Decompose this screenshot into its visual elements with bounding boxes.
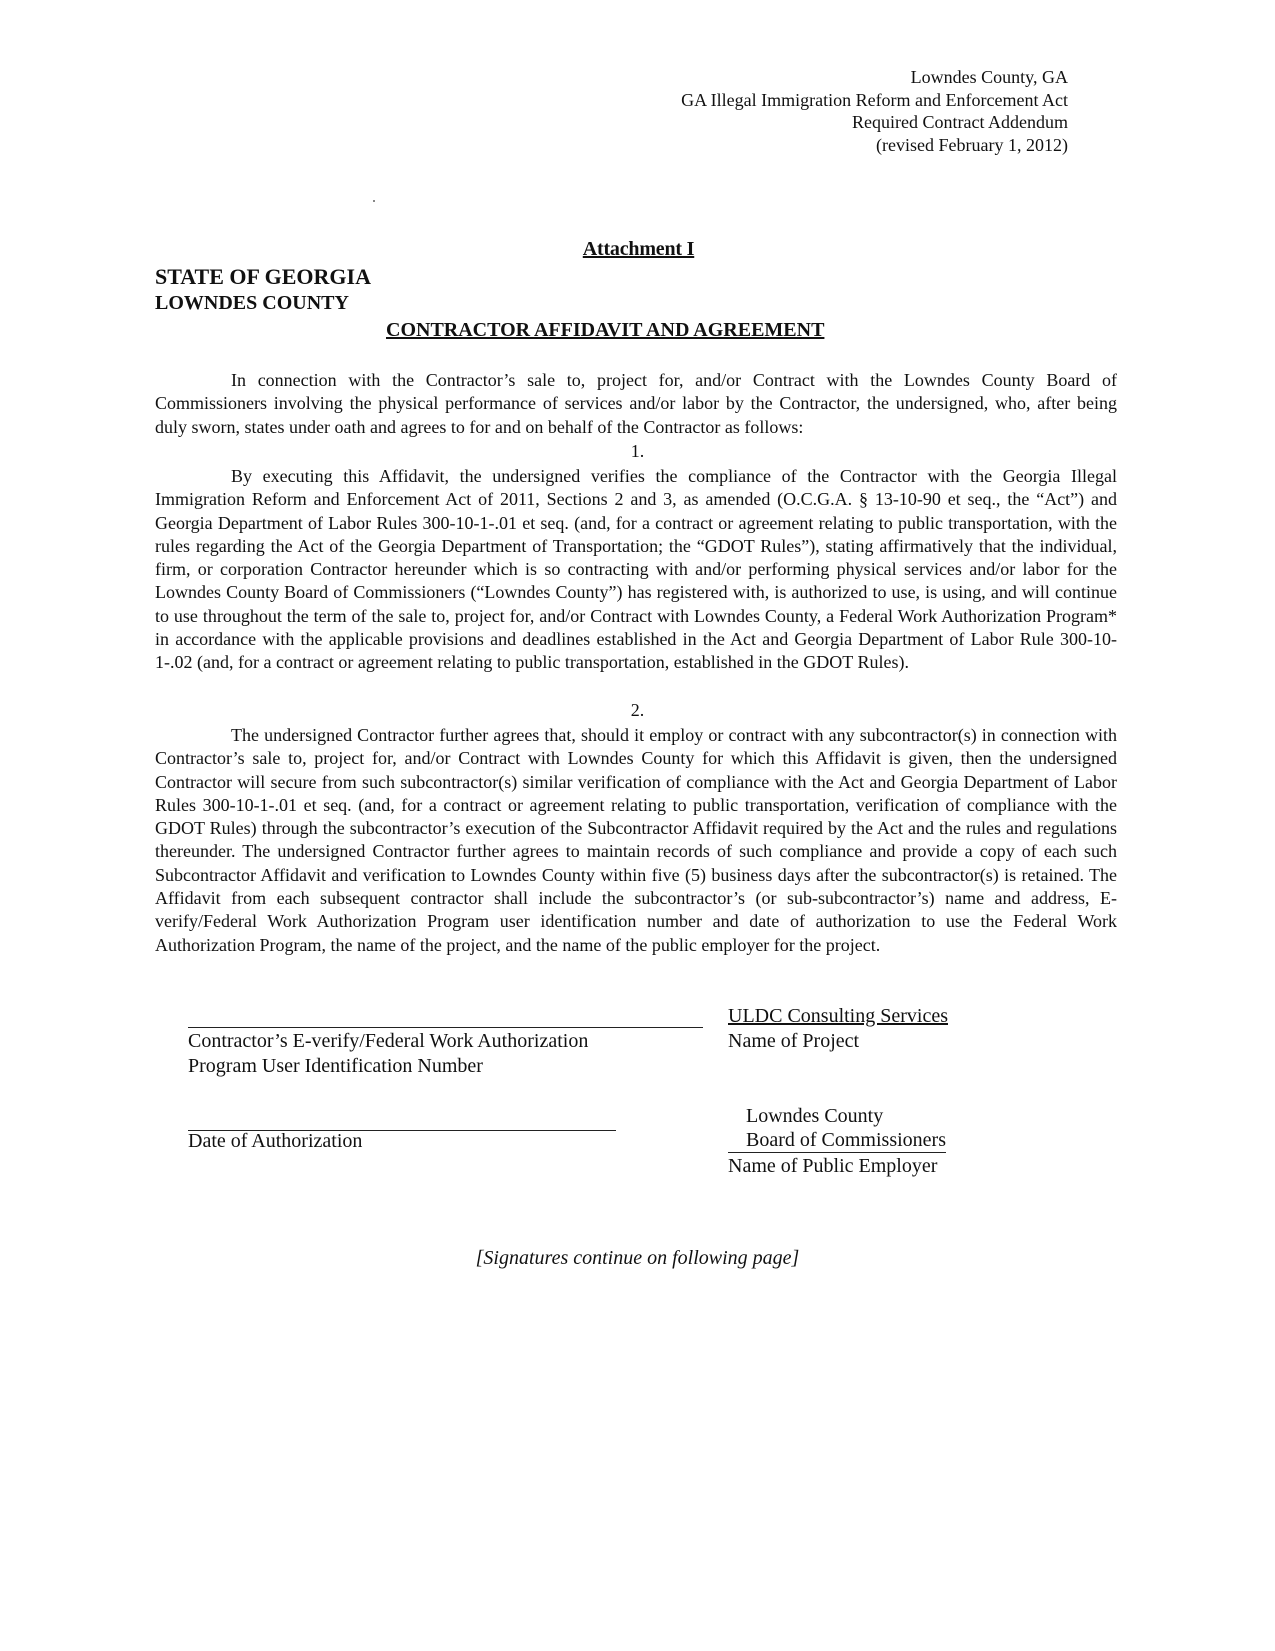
intro-paragraph: In connection with the Contractor’s sale to, project for, and/or Contract with the Lowndes County Board of Commissioners involving the physical performance of services and/or labor by the Contractor, the undersigned, who, after being duly sworn, states under oath and agrees to for and on behalf of the Contractor as follows:: [155, 370, 1117, 437]
header-line-act: GA Illegal Immigration Reform and Enforcement Act: [681, 89, 1068, 110]
project-name-value[interactable]: ULDC Consulting Services: [728, 1005, 948, 1027]
employer-value-line-1[interactable]: Lowndes County: [746, 1105, 884, 1127]
user-id-label-1: Contractor’s E-verify/Federal Work Authorization: [188, 1030, 589, 1052]
date-of-authorization-label: Date of Authorization: [188, 1130, 363, 1152]
header-line-addendum: Required Contract Addendum: [852, 112, 1068, 132]
employer-label: Name of Public Employer: [728, 1155, 938, 1177]
scan-speck: [373, 200, 375, 202]
header-line-county: Lowndes County, GA: [910, 67, 1068, 87]
user-id-signature-line[interactable]: [188, 1027, 703, 1028]
header-line-revised: (revised February 1, 2012): [876, 134, 1068, 155]
section-text-2: The undersigned Contractor further agrees that, should it employ or contract with any subcontractor(s) in connection with Contractor’s sale to, project for, and/or Contract with Lowndes County for which this Affidavit is given, then the undersigned Contractor will secure from such subcontractor(s) similar verification of compliance with the Act and Georgia Department of Labor Rules 300-10-1-.01 et seq. (and, for a contract or agreement relating to public transportation, verification of compliance with the GDOT Rules) through the subcontractor’s execution of the Subcontractor Affidavit required by the Act and the rules and regulations thereunder. The undersigned Contractor further agrees to maintain records of such compliance and provide a copy of each such Subcontractor Affidavit and verification to Lowndes County within five (5) business days after the subcontractor(s) is retained. The Affidavit from each subsequent contractor shall include the subcontractor’s (or sub-subcontractor’s) name and address, E-verify/Federal Work Authorization Program user identification number and date of authorization to use the Federal Work Authorization Program, the name of the project, and the name of the public employer for the project.: [155, 725, 1117, 955]
county-heading: LOWNDES COUNTY: [155, 292, 349, 314]
continuation-note: [Signatures continue on following page]: [475, 1247, 800, 1269]
section-number-1: 1.: [630, 441, 645, 461]
state-heading: STATE OF GEORGIA: [155, 264, 371, 289]
section-number-2: 2.: [630, 700, 645, 720]
user-id-label-2: Program User Identification Number: [188, 1055, 483, 1077]
project-name-label: Name of Project: [728, 1030, 860, 1052]
document-header: [681, 66, 1068, 156]
document-title: CONTRACTOR AFFIDAVIT AND AGREEMENT: [386, 319, 825, 341]
employer-value-line-2[interactable]: Board of Commissioners: [728, 1129, 946, 1153]
attachment-label: Attachment I: [582, 238, 695, 260]
section-text-1: By executing this Affidavit, the undersigned verifies the compliance of the Contractor with the Georgia Illegal Immigration Reform and Enforcement Act of 2011, Sections 2 and 3, as amended (O.C.G.A. § 13-10-90 et seq., the “Act”) and Georgia Department of Labor Rules 300-10-1-.01 et seq. (and, for a contract or agreement relating to public transportation, with the rules regarding the Act of the Georgia Department of Transportation; the “GDOT Rules”), stating affirmatively that the individual, firm, or corporation Contractor hereunder which is so contracting with and/or performing physical services and/or labor for the Lowndes County Board of Commissioners (“Lowndes County”) has registered with, is authorized to use, is using, and will continue to use throughout the term of the sale to, project for, and/or Contract with Lowndes County, a Federal Work Authorization Program* in accordance with the applicable provisions and deadlines established in the Act and Georgia Department of Labor Rule 300-10-1-.02 (and, for a contract or agreement relating to public transportation, established in the GDOT Rules).: [155, 466, 1117, 673]
